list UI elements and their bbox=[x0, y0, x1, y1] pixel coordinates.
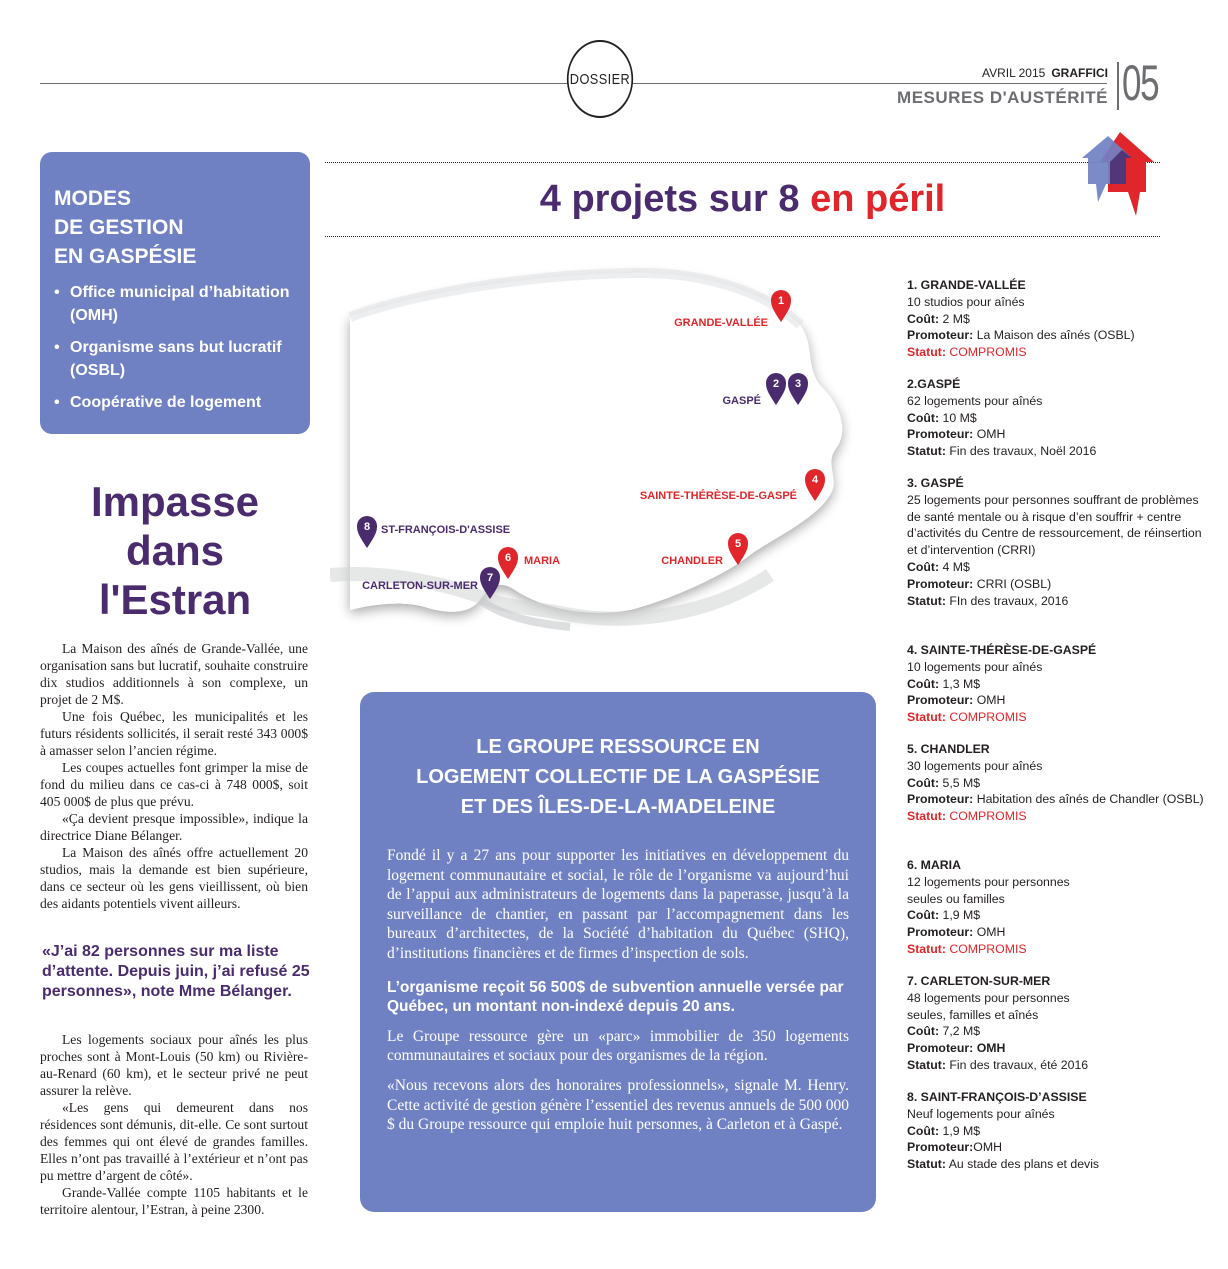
dossier-badge bbox=[567, 40, 633, 118]
project-item-4 bbox=[907, 642, 1207, 726]
house-logo-icon bbox=[1080, 128, 1160, 220]
pin-number: 5 bbox=[734, 538, 742, 550]
pin-number: 6 bbox=[504, 552, 512, 564]
cout-label: Coût: bbox=[907, 410, 940, 425]
project-title: 8. SAINT-FRANÇOIS-D’ASSISE bbox=[907, 1090, 1087, 1104]
pin-number: 4 bbox=[811, 474, 819, 486]
modes-title-line: MODES bbox=[54, 187, 132, 210]
groupe-ressource-box bbox=[360, 692, 876, 1212]
promoteur-value: Habitation des aînés de Chandler (OSBL) bbox=[976, 792, 1204, 807]
statut-value: COMPROMIS bbox=[949, 345, 1027, 360]
cout-label: Coût: bbox=[907, 311, 940, 326]
cout-value: 10 M$ bbox=[942, 410, 977, 425]
project-title: 4. SAINTE-THÉRÈSE-DE-GASPÉ bbox=[907, 643, 1097, 657]
gaspesie-map bbox=[330, 255, 875, 650]
article-paragraph: La Maison des aînés de Grande-Vallée, une organisation sans but lucratif, souhaite construire dix studios additionnels à son complexe, un projet de 2 M$. bbox=[40, 641, 308, 707]
pin-label-grande-vallee: GRANDE-VALLÉE bbox=[674, 317, 768, 329]
promoteur-label: Promoteur: bbox=[907, 792, 974, 807]
group-title-line: ET DES ÎLES-DE-LA-MADELEINE bbox=[460, 796, 776, 818]
headline-part-1: 4 projets sur 8 bbox=[539, 178, 800, 220]
group-title-line: LOGEMENT COLLECTIF DE LA GASPÉSIE bbox=[416, 766, 820, 788]
promoteur-label: Promoteur: bbox=[907, 1041, 974, 1056]
pin-number: 2 bbox=[772, 378, 780, 390]
group-paragraph: Fondé il y a 27 ans pour supporter les initiatives en développement du logement communautaire et social, le rôle de l’organisme va aujourd’hui de l’appui aux administrateurs de logements dans la paperasse, jusqu’à la surveillance de chantier, en passant par l’accompagnement dans les bureaux d’architectes, de la Société d’habitation du Québec (SHQ), d’institutions financières et de firmes d’inspection de sols. bbox=[387, 847, 849, 962]
pin-label-chandler: CHANDLER bbox=[661, 555, 723, 567]
statut-value: Au stade des plans et devis bbox=[948, 1157, 1100, 1172]
modes-item bbox=[54, 391, 296, 414]
promoteur-label: Promoteur: bbox=[907, 328, 974, 343]
impasse-line: l'Estran bbox=[98, 576, 252, 623]
cout-label: Coût: bbox=[907, 1123, 940, 1138]
bullet-icon: • bbox=[54, 394, 60, 411]
article-paragraph: «Les gens qui demeurent dans nos résidences sont démunis, dit-elle. Ce sont surtout des femmes qui ont élevé de grandes familles. Elles n’ont pas travaillé à l’extérieur et n’ont pas pu mettre d’argent de côté». bbox=[40, 1100, 308, 1183]
project-title: 6. MARIA bbox=[907, 858, 961, 872]
pull-quote: «J’ai 82 personnes sur ma liste d’attente. Depuis juin, j’ai refusé 25 personnes», note Mme Bélanger. bbox=[42, 943, 310, 1000]
statut-label: Statut: bbox=[907, 809, 946, 824]
date-text: AVRIL 2015 bbox=[981, 66, 1046, 80]
group-bold-paragraph: L’organisme reçoit 56 500$ de subvention annuelle versée par Québec, un montant non-indexé depuis 20 ans. bbox=[387, 978, 844, 1016]
cout-label: Coût: bbox=[907, 559, 940, 574]
statut-label: Statut: bbox=[907, 593, 946, 608]
cout-value: 1,3 M$ bbox=[942, 676, 981, 691]
promoteur-value: CRRI (OSBL) bbox=[976, 576, 1052, 591]
cout-value: 2 M$ bbox=[942, 311, 970, 326]
promoteur-value: OMH bbox=[976, 1041, 1006, 1056]
cout-label: Coût: bbox=[907, 1024, 940, 1039]
promoteur-label: Promoteur: bbox=[907, 693, 974, 708]
pin-label-maria: MARIA bbox=[524, 555, 561, 567]
pin-label-sainte-therese: SAINTE-THÉRÈSE-DE-GASPÉ bbox=[639, 490, 797, 502]
impasse-headline bbox=[40, 477, 310, 624]
header-divider bbox=[1117, 62, 1119, 110]
statut-value: COMPROMIS bbox=[949, 941, 1027, 956]
cout-label: Coût: bbox=[907, 676, 940, 691]
statut-label: Statut: bbox=[907, 941, 946, 956]
project-item-6 bbox=[907, 857, 1207, 958]
cout-value: 7,2 M$ bbox=[942, 1024, 981, 1039]
impasse-line: Impasse bbox=[90, 478, 260, 525]
project-desc: 30 logements pour aînés bbox=[907, 758, 1043, 773]
project-title: 7. CARLETON-SUR-MER bbox=[907, 974, 1051, 988]
pin-label-st-francois: ST-FRANÇOIS-D'ASSISE bbox=[381, 524, 511, 536]
project-title: 2.GASPÉ bbox=[907, 377, 961, 391]
statut-label: Statut: bbox=[907, 345, 946, 360]
modes-title-line: EN GASPÉSIE bbox=[54, 245, 197, 268]
headline-bottom-rule bbox=[325, 236, 1160, 237]
article-paragraph: Une fois Québec, les municipalités et les futurs résidents sollicités, il serait resté 343 000$ à amasser selon l’ancien régime. bbox=[40, 709, 308, 758]
statut-value: COMPROMIS bbox=[949, 710, 1027, 725]
project-item-2 bbox=[907, 376, 1207, 460]
article-top bbox=[40, 640, 308, 912]
peninsula-shape bbox=[350, 273, 842, 613]
headline-part-2: en péril bbox=[810, 178, 946, 220]
headline-top-rule bbox=[325, 162, 1160, 163]
project-desc: Neuf logements pour aînés bbox=[907, 1106, 1055, 1121]
modes-item-text: Coopérative de logement bbox=[70, 394, 262, 411]
promoteur-value: La Maison des aînés (OSBL) bbox=[976, 328, 1135, 343]
modes-title bbox=[54, 184, 296, 271]
statut-label: Statut: bbox=[907, 444, 946, 459]
pin-label-carleton: CARLETON-SUR-MER bbox=[362, 580, 478, 592]
project-item-1 bbox=[907, 277, 1207, 361]
statut-value: FIn des travaux, 2016 bbox=[949, 593, 1069, 608]
page-number: 05 bbox=[1122, 55, 1159, 111]
bullet-icon: • bbox=[54, 339, 60, 356]
pin-number: 1 bbox=[777, 295, 785, 307]
project-item-8 bbox=[907, 1089, 1207, 1173]
modes-item-text: Office municipal d’habitation (OMH) bbox=[70, 284, 290, 324]
article-paragraph: «Ça devient presque impossible», indique la directrice Diane Bélanger. bbox=[40, 811, 308, 843]
project-desc: 10 studios pour aînés bbox=[907, 294, 1025, 309]
project-desc: 10 logements pour aînés bbox=[907, 659, 1043, 674]
promoteur-value: OMH bbox=[976, 693, 1006, 708]
article-paragraph: Les coupes actuelles font grimper la mise de fond du milieu dans ce cas-ci à 748 000$, soit 405 000$ de plus que prévu. bbox=[40, 760, 308, 809]
pin-label-gaspe: GASPÉ bbox=[722, 395, 761, 407]
section-title: MESURES D'AUSTÉRITÉ bbox=[897, 88, 1108, 107]
groupe-ressource-title bbox=[387, 732, 849, 822]
pin-number: 7 bbox=[486, 572, 494, 584]
cout-value: 1,9 M$ bbox=[942, 1123, 981, 1138]
pin-number: 8 bbox=[363, 521, 371, 533]
statut-label: Statut: bbox=[907, 710, 946, 725]
main-headline bbox=[325, 178, 1160, 221]
project-desc: 48 logements pour personnes seules, familles et aînés bbox=[907, 990, 1070, 1022]
project-desc: 25 logements pour personnes souffrant de problèmes de santé mentale ou à risque d’en souffrir + centre d’activités du Centre de ressourcement, de réinsertion et d’intervention (CRRI) bbox=[907, 492, 1202, 558]
project-desc: 62 logements pour aînés bbox=[907, 393, 1043, 408]
group-title-line: LE GROUPE RESSOURCE EN bbox=[476, 736, 760, 758]
project-desc: 12 logements pour personnes seules ou familles bbox=[907, 874, 1070, 906]
dossier-label: DOSSIER bbox=[569, 70, 631, 88]
modes-de-gestion-box bbox=[40, 152, 310, 434]
promoteur-value: OMH bbox=[976, 925, 1006, 940]
promoteur-label: Promoteur: bbox=[907, 427, 974, 442]
project-item-7 bbox=[907, 973, 1207, 1074]
cout-value: 1,9 M$ bbox=[942, 908, 981, 923]
project-title: 5. CHANDLER bbox=[907, 742, 990, 756]
promoteur-value: OMH bbox=[976, 427, 1006, 442]
impasse-line: dans bbox=[125, 527, 225, 574]
group-paragraph: Le Groupe ressource gère un «parc» immobilier de 350 logements communautaires et sociaux pour des organismes de la région. bbox=[387, 1027, 849, 1065]
promoteur-label: Promoteur: bbox=[907, 576, 974, 591]
statut-label: Statut: bbox=[907, 1157, 946, 1172]
article-paragraph: Grande-Vallée compte 1105 habitants et le territoire alentour, l’Estran, à peine 2300. bbox=[40, 1185, 308, 1217]
cout-label: Coût: bbox=[907, 908, 940, 923]
statut-value: Fin des travaux, été 2016 bbox=[949, 1057, 1089, 1072]
article-paragraph: Les logements sociaux pour aînés les plus proches sont à Mont-Louis (50 km) ou Rivière-au-Renard (60 km), et le secteur privé ne peut assurer la relève. bbox=[40, 1032, 308, 1098]
cout-value: 5,5 M$ bbox=[942, 775, 981, 790]
promoteur-value: OMH bbox=[973, 1140, 1002, 1155]
issue-date bbox=[982, 66, 1108, 80]
group-paragraph: «Nous recevons alors des honoraires professionnels», signale M. Henry. Cette activité de gestion génère l’essentiel des revenus annuels de 500 000 $ du Groupe ressource qui emploie huit personnes, à Carleton et à Gaspé. bbox=[387, 1076, 849, 1134]
cout-label: Coût: bbox=[907, 775, 940, 790]
project-item-5 bbox=[907, 741, 1207, 825]
modes-item-text: Organisme sans but lucratif (OSBL) bbox=[70, 339, 282, 379]
statut-label: Statut: bbox=[907, 1057, 946, 1072]
promoteur-label: Promoteur: bbox=[907, 925, 974, 940]
bullet-icon: • bbox=[54, 284, 60, 301]
project-title: 3. GASPÉ bbox=[907, 476, 964, 490]
modes-list bbox=[54, 281, 296, 414]
modes-item bbox=[54, 336, 296, 382]
brand-name: GRAFFICI bbox=[1051, 66, 1108, 80]
project-title: 1. GRANDE-VALLÉE bbox=[907, 278, 1026, 292]
modes-item bbox=[54, 281, 296, 327]
pin-number: 3 bbox=[794, 378, 802, 390]
statut-value: Fin des travaux, Noël 2016 bbox=[949, 444, 1097, 459]
article-bottom bbox=[40, 1031, 308, 1218]
promoteur-label: Promoteur: bbox=[907, 1140, 974, 1155]
statut-value: COMPROMIS bbox=[949, 809, 1027, 824]
modes-title-line: DE GESTION bbox=[54, 216, 184, 239]
article-paragraph: La Maison des aînés offre actuellement 20 studios, mais la demande est bien supérieure, dans ce secteur où les gens vieillissent, où bien des aidants potentiels vivent ailleurs. bbox=[40, 845, 308, 911]
project-item-3 bbox=[907, 475, 1207, 609]
cout-value: 4 M$ bbox=[942, 559, 970, 574]
